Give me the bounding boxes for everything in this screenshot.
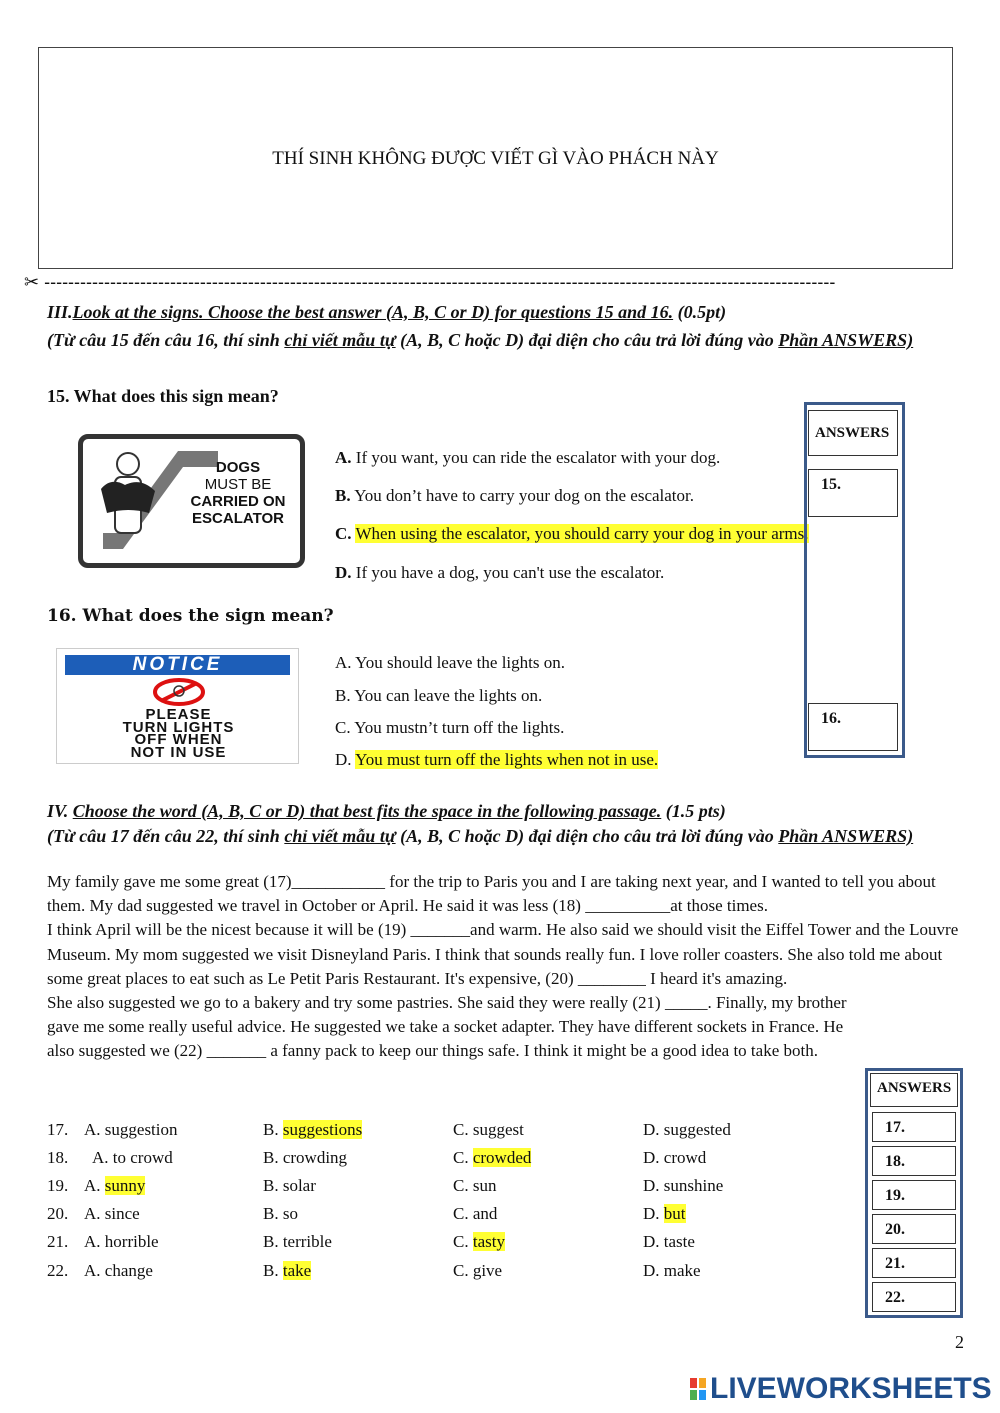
instr-underlined: Phần ANSWERS) bbox=[778, 826, 914, 846]
reading-passage bbox=[47, 870, 962, 1064]
option-letter: D. bbox=[643, 1148, 660, 1167]
question-number: 17. bbox=[47, 1120, 69, 1139]
option-text: crowding bbox=[282, 1148, 348, 1167]
option-letter: B. bbox=[335, 486, 351, 505]
option-letter: A. bbox=[335, 448, 352, 467]
sign-line: MUST BE bbox=[204, 476, 272, 493]
question-number: 20. bbox=[47, 1204, 69, 1223]
liveworksheets-logo[interactable] bbox=[690, 1372, 992, 1406]
section3-number: III. bbox=[47, 302, 73, 322]
instr-part: (A, B, C hoặc D) đại diện cho câu trả lời đúng vào bbox=[395, 330, 779, 350]
sign-line: ESCALATOR bbox=[192, 510, 284, 527]
section4-title: Choose the word (A, B, C or D) that best fits the space in the following passage. bbox=[72, 801, 662, 821]
answers-header-section3: ANSWERS bbox=[808, 410, 898, 456]
answer-slot-17[interactable]: 17. bbox=[872, 1112, 956, 1142]
option-b[interactable] bbox=[263, 1148, 347, 1168]
option-letter: B. bbox=[263, 1261, 279, 1280]
option-letter: C. bbox=[453, 1148, 469, 1167]
sign-line: TURN LIGHTS bbox=[122, 718, 235, 736]
option-d[interactable]: D. sunshine bbox=[643, 1176, 724, 1195]
option-text-highlighted: but bbox=[663, 1204, 686, 1223]
option-d[interactable]: D. taste bbox=[643, 1232, 695, 1251]
q15-label: 15. What does this sign mean? bbox=[47, 386, 279, 406]
option-letter: B. bbox=[263, 1148, 279, 1167]
option-c[interactable]: C. and bbox=[453, 1204, 498, 1223]
option-text: You don’t have to carry your dog on the escalator. bbox=[354, 486, 694, 505]
section3-heading bbox=[47, 302, 726, 323]
question-number: 22. bbox=[47, 1261, 69, 1280]
passage-paragraph: She also suggested we go to a bakery and try some pastries. She said they were really (21) _____. Finally, my brother gave me some really useful advice. He suggested we take a socket adapter. They have different sockets in France. He also suggested we (22) _______ a fanny pack to keep our things safe. I think it might be a good idea to take both. bbox=[47, 993, 847, 1061]
section3-points: (0.5pt) bbox=[677, 302, 727, 322]
section4-points: (1.5 pts) bbox=[665, 801, 726, 821]
option-c[interactable]: C. give bbox=[453, 1261, 503, 1280]
brand-text: LIVEWORKSHEETS bbox=[710, 1372, 992, 1405]
q15-option-d[interactable] bbox=[335, 563, 664, 583]
option-b[interactable] bbox=[263, 1120, 362, 1140]
option-text: If you want, you can ride the escalator with your dog. bbox=[355, 448, 721, 467]
q16-option-d[interactable] bbox=[335, 750, 658, 770]
notice-banner: NOTICE bbox=[65, 655, 290, 675]
option-text-highlighted: When using the escalator, you should carry your dog in your arms. bbox=[355, 524, 809, 543]
answer-slot-15[interactable]: 15. bbox=[808, 469, 898, 517]
option-letter: C. bbox=[453, 1120, 469, 1139]
section4-heading bbox=[47, 801, 726, 822]
option-text: suggested bbox=[663, 1120, 731, 1139]
option-letter: B. bbox=[263, 1120, 279, 1139]
sign-line: DOGS bbox=[215, 459, 261, 476]
instr-part: (Từ câu 15 đến câu 16, thí sinh bbox=[47, 330, 285, 350]
cut-line: ✂ ------------------------------------------------------------------------------------------------------------------------------------ bbox=[24, 272, 836, 292]
instr-underlined: Phần ANSWERS) bbox=[778, 330, 914, 350]
answer-slot-16[interactable]: 16. bbox=[808, 703, 898, 751]
option-text-highlighted: tasty bbox=[472, 1232, 505, 1251]
instr-part: (Từ câu 17 đến câu 22, thí sinh bbox=[47, 826, 285, 846]
option-b[interactable]: B. so bbox=[263, 1204, 298, 1223]
option-c[interactable] bbox=[453, 1232, 505, 1252]
option-d[interactable]: D. make bbox=[643, 1261, 701, 1280]
option-text-highlighted: sunny bbox=[104, 1176, 146, 1195]
q16-label: 16. What does the sign mean? bbox=[47, 606, 334, 626]
option-c[interactable] bbox=[453, 1120, 524, 1140]
answer-slot-18[interactable]: 18. bbox=[872, 1146, 956, 1176]
q16-option-b[interactable] bbox=[335, 686, 542, 706]
phach-text: THÍ SINH KHÔNG ĐƯỢC VIẾT GÌ VÀO PHÁCH NÀY bbox=[272, 148, 719, 169]
option-text: You should leave the lights on. bbox=[355, 653, 565, 672]
sign-line: PLEASE bbox=[145, 706, 212, 723]
q15-option-a[interactable] bbox=[335, 448, 720, 468]
section4-number: IV. bbox=[47, 801, 69, 821]
sign-line: OFF WHEN bbox=[134, 731, 223, 748]
option-text-highlighted: crowded bbox=[472, 1148, 532, 1167]
answer-slot-19[interactable]: 19. bbox=[872, 1180, 956, 1210]
option-letter: C. bbox=[335, 524, 352, 543]
option-letter: B. bbox=[335, 686, 351, 705]
q16-option-a[interactable] bbox=[335, 653, 565, 673]
phach-box bbox=[38, 47, 953, 269]
section3-title: Look at the signs. Choose the best answer (A, B, C or D) for questions 15 and 16. bbox=[72, 302, 674, 322]
option-d[interactable] bbox=[643, 1120, 731, 1140]
option-a[interactable]: A. horrible bbox=[84, 1232, 159, 1251]
liveworksheets-icon bbox=[690, 1378, 706, 1400]
section4-instructions bbox=[47, 825, 967, 847]
dogs-escalator-sign bbox=[78, 434, 305, 568]
question-number: 19. bbox=[47, 1176, 69, 1195]
section3-instructions bbox=[47, 329, 967, 351]
dogs-sign-text bbox=[183, 459, 293, 527]
option-text-highlighted: take bbox=[282, 1261, 312, 1280]
lights-notice-sign bbox=[56, 648, 299, 764]
option-text: crowd bbox=[663, 1148, 707, 1167]
option-letter: D. bbox=[643, 1204, 660, 1223]
answers-header-section4: ANSWERS bbox=[870, 1073, 958, 1107]
option-text: You mustn’t turn off the lights. bbox=[354, 718, 565, 737]
sign-line: NOT IN USE bbox=[130, 743, 227, 761]
option-text-highlighted: suggestions bbox=[282, 1120, 363, 1139]
option-letter: C. bbox=[335, 718, 351, 737]
option-letter: A. bbox=[335, 653, 352, 672]
answer-slot-20[interactable]: 20. bbox=[872, 1214, 956, 1244]
notice-sign-text bbox=[57, 706, 300, 761]
option-letter: D. bbox=[335, 750, 352, 769]
option-b[interactable]: B. solar bbox=[263, 1176, 316, 1195]
option-a[interactable]: A. suggestion bbox=[84, 1120, 178, 1139]
instr-part: (A, B, C hoặc D) đại diện cho câu trả lời đúng vào bbox=[395, 826, 779, 846]
answer-slot-22[interactable]: 22. bbox=[872, 1282, 956, 1312]
option-b[interactable] bbox=[263, 1261, 311, 1281]
question-number: 18. bbox=[47, 1148, 69, 1167]
option-letter: C. bbox=[453, 1232, 469, 1251]
option-a[interactable]: A. to crowd bbox=[92, 1148, 173, 1167]
instr-underlined: chỉ viết mẫu tự bbox=[284, 330, 396, 350]
option-a[interactable] bbox=[84, 1176, 145, 1196]
option-text: You can leave the lights on. bbox=[354, 686, 543, 705]
option-letter: D. bbox=[643, 1120, 660, 1139]
option-d[interactable] bbox=[643, 1204, 686, 1224]
option-b[interactable]: B. terrible bbox=[263, 1232, 332, 1251]
passage-paragraph: My family gave me some great (17)___________ for the trip to Paris you and I are taking next year, and I wanted to tell you about them. My dad suggested we travel in October or April. He said it was less (18) __________at those times. bbox=[47, 872, 936, 916]
option-a[interactable]: A. change bbox=[84, 1261, 153, 1280]
option-letter: A. bbox=[84, 1176, 101, 1195]
option-c[interactable] bbox=[453, 1148, 531, 1168]
sign-line: CARRIED ON bbox=[190, 493, 286, 510]
answer-slot-21[interactable]: 21. bbox=[872, 1248, 956, 1278]
q15-option-b[interactable] bbox=[335, 486, 694, 506]
option-c[interactable]: C. sun bbox=[453, 1176, 497, 1195]
question-number: 21. bbox=[47, 1232, 69, 1251]
option-a[interactable]: A. since bbox=[84, 1204, 140, 1223]
option-text: suggest bbox=[472, 1120, 524, 1139]
passage-paragraph: I think April will be the nicest because it will be (19) _______and warm. He also said we should visit the Eiffel Tower and the Louvre Museum. My mom suggested we visit Disneyland Paris. I think that sounds really fun. I love roller coasters. She also told me about some great places to eat such as Le Petit Paris Restaurant. It's expensive, (20) ________ I heard it's amazing. bbox=[47, 920, 959, 988]
page-number: 2 bbox=[955, 1332, 964, 1352]
q15-option-c[interactable] bbox=[335, 524, 809, 544]
instr-underlined: chỉ viết mẫu tự bbox=[284, 826, 396, 846]
q16-option-c[interactable] bbox=[335, 718, 564, 738]
option-d[interactable] bbox=[643, 1148, 706, 1168]
lightbulb-prohibited-icon bbox=[149, 677, 209, 707]
option-letter: D. bbox=[335, 563, 352, 582]
option-text: If you have a dog, you can't use the escalator. bbox=[355, 563, 665, 582]
option-text-highlighted: You must turn off the lights when not in use. bbox=[355, 750, 659, 769]
